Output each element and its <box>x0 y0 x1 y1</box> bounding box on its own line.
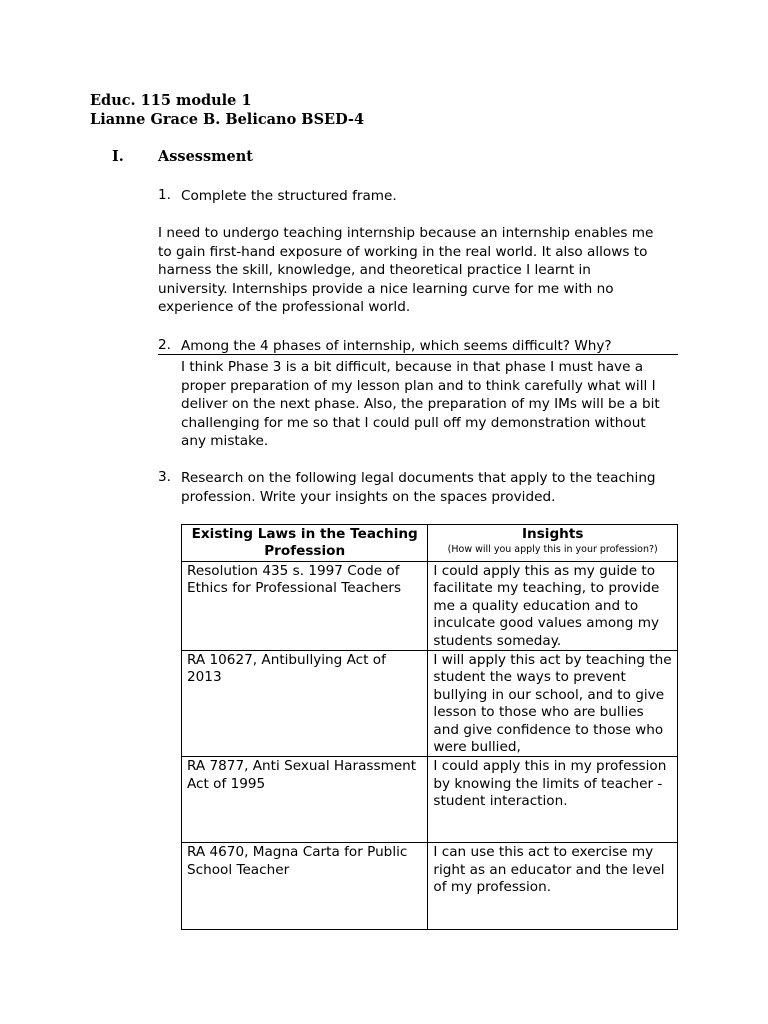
section-title: Assessment <box>158 148 253 165</box>
law-cell: RA 10627, Antibullying Act of 2013 <box>182 651 428 757</box>
table-row <box>182 562 678 651</box>
course-title: Educ. 115 module 1 <box>90 92 252 109</box>
item-1-answer <box>158 224 653 317</box>
col-header-insights <box>428 525 678 562</box>
item-1-number: 1. <box>158 187 171 203</box>
table-row <box>182 757 678 843</box>
insight-cell: I could apply this in my profession by knowing the limits of teacher -student interaction. <box>428 757 678 843</box>
answer-line: to gain first-hand exposure of working in the real world. It also allows to <box>158 243 648 260</box>
answer-line: challenging for me so that I could pull off my demonstration without <box>181 414 646 431</box>
answer-line: any mistake. <box>181 433 269 450</box>
prompt-line: Research on the following legal documents that apply to the teaching <box>181 470 656 486</box>
table-row <box>182 843 678 930</box>
insight-cell: I will apply this act by teaching the student the ways to prevent bullying in our school, and to give lesson to those who are bullies and give confidence to those who were bullied, <box>428 651 678 757</box>
insight-cell: I can use this act to exercise my right as an educator and the level of my profession. <box>428 843 678 930</box>
item-2-prompt: Among the 4 phases of internship, which seems difficult? Why? <box>181 338 612 354</box>
answer-line: I need to undergo teaching internship because an internship enables me <box>158 225 654 241</box>
laws-table <box>181 524 678 930</box>
insights-title: Insights <box>521 526 584 542</box>
item-2-answer <box>181 358 660 451</box>
section-numeral: I. <box>112 148 124 165</box>
law-cell: RA 7877, Anti Sexual Harassment Act of 1995 <box>182 757 428 843</box>
answer-line: harness the skill, knowledge, and theoretical practice I learnt in <box>158 262 591 279</box>
insight-cell: I could apply this as my guide to facilitate my teaching, to provide me a quality education and to inculcate good values among my students someday. <box>428 562 678 651</box>
item-3-prompt <box>181 469 656 506</box>
item-3-number: 3. <box>158 469 171 485</box>
law-cell: RA 4670, Magna Carta for Public School Teacher <box>182 843 428 930</box>
col-header-laws: Existing Laws in the Teaching Profession <box>182 525 428 562</box>
answer-line: experience of the professional world. <box>158 299 411 316</box>
answer-line: proper preparation of my lesson plan and to think carefully what will I <box>181 377 656 394</box>
insights-subtitle: (How will you apply this in your profession?) <box>447 544 658 555</box>
prompt-line: profession. Write your insights on the spaces provided. <box>181 488 556 505</box>
table-header-row <box>182 525 678 562</box>
item-2-number: 2. <box>158 337 171 353</box>
student-name: Lianne Grace B. Belicano BSED-4 <box>90 111 365 128</box>
law-cell: Resolution 435 s. 1997 Code of Ethics for Professional Teachers <box>182 562 428 651</box>
answer-line: university. Internships provide a nice learning curve for me with no <box>158 280 614 297</box>
answer-line: I think Phase 3 is a bit difficult, because in that phase I must have a <box>181 359 644 375</box>
table-row <box>182 651 678 757</box>
item-2-rule <box>158 354 678 355</box>
item-1-prompt: Complete the structured frame. <box>181 188 397 204</box>
answer-line: deliver on the next phase. Also, the preparation of my IMs will be a bit <box>181 396 660 413</box>
